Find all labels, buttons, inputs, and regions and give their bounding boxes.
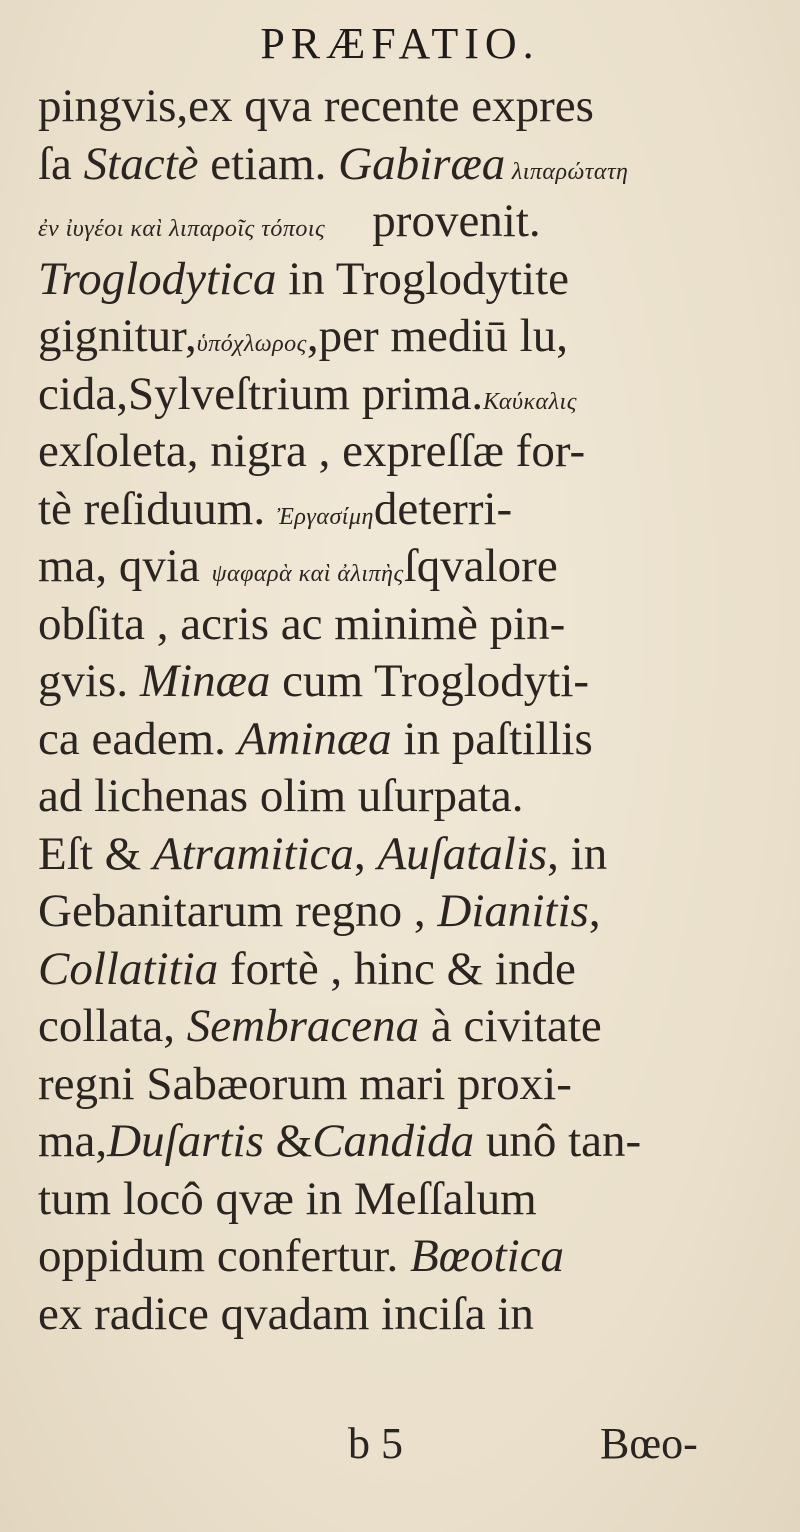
catchword: Bœo- [600,1419,698,1468]
signature-mark: b 5 [348,1419,403,1468]
text-line [38,1056,778,1114]
text-segment: ſa [38,137,84,190]
text-segment: ad lichenas olim uſurpata. [38,770,524,822]
text-segment: exſoleta, nigra , expreſſæ for- [38,425,586,477]
text-segment: ex radice qvadam inciſa in [38,1287,534,1340]
text-segment: & [263,1115,313,1167]
text-line [38,78,778,136]
text-segment: , [588,885,601,937]
text-line [38,998,778,1056]
text-line [38,481,778,539]
running-head: PRÆFATIO. [260,19,540,68]
text-segment: gvis. [38,655,140,707]
greek-text: Καύκαλις [483,388,577,415]
text-segment: provenit. [325,195,541,247]
text-segment: pingvis,ex qva recente expres [38,80,594,132]
italic-text: Gabiræa [338,137,506,190]
text-segment: oppidum confertur. [38,1230,411,1282]
text-line [38,596,778,654]
text-line [38,136,778,194]
text-line [38,883,778,941]
text-line [38,308,778,366]
text-line [38,768,778,826]
italic-text: Bœotica [410,1230,565,1282]
text-line [38,366,778,424]
italic-text: Sembracena [186,1000,420,1052]
text-line [38,538,778,596]
text-segment: tum locô qvæ in Meſſalum [38,1172,537,1225]
italic-text: Aminæa [237,712,392,765]
text-segment: tè reſiduum. [38,482,277,535]
greek-text: ὑπόχλωρος [196,331,307,357]
text-line [38,423,778,481]
italic-text: Troglodytica [38,252,277,305]
text-segment: ca eadem. [38,712,238,765]
text-segment: ma, [38,1115,108,1167]
text-segment: cida,Sylveſtrium prima. [38,367,484,420]
body-text [38,78,778,1343]
italic-text: Auſatalis [377,827,548,880]
text-segment: Eſt & [38,827,153,880]
text-segment: regni Sabæorum mari proxi- [38,1057,572,1110]
text-line [38,653,778,711]
text-line [38,1286,778,1344]
text-line [38,193,778,251]
text-segment: ,per mediū lu, [306,310,568,362]
text-segment: obſita , acris ac minimè pin- [38,597,566,650]
text-segment: in paſtillis [391,712,593,765]
text-line [38,251,778,309]
greek-text: ἐν ἰυγέοι καὶ λιπαροῖς τόποις [38,216,326,242]
text-line [38,1228,778,1286]
greek-text: Ἐργασίμη [276,503,374,530]
greek-text: λιπαρώτατη [505,158,629,185]
text-line [38,1113,778,1171]
text-segment: collata, [38,1000,187,1052]
text-segment: deterri- [373,482,513,535]
italic-text: Collatitia [38,942,219,995]
text-segment: ma, qvia [38,540,212,592]
italic-text: Minæa [139,655,271,707]
text-segment: , [353,827,378,880]
text-segment: Gebanitarum regno , [38,885,438,937]
text-segment: cum Troglodyti- [270,655,590,707]
text-segment: , in [547,827,608,880]
text-line [38,941,778,999]
text-line [38,711,778,769]
text-segment: unô tan- [474,1115,642,1167]
text-segment: in Troglodytite [276,252,570,305]
text-line [38,826,778,884]
italic-text: Atramitica [152,827,354,880]
italic-text: Candida [312,1115,475,1167]
italic-text: Duſartis [107,1115,264,1167]
italic-text: Stactè [83,137,199,190]
italic-text: Dianitis [437,885,589,937]
text-segment: fortè , hinc & inde [218,942,576,995]
text-segment: à civitate [419,1000,602,1052]
greek-text: ψαφαρὰ καὶ ἀλιπὴς [211,561,404,587]
text-segment: etiam. [198,137,339,190]
text-line [38,1171,778,1229]
text-segment: gignitur, [38,310,197,362]
text-segment: ſqvalore [403,540,558,592]
